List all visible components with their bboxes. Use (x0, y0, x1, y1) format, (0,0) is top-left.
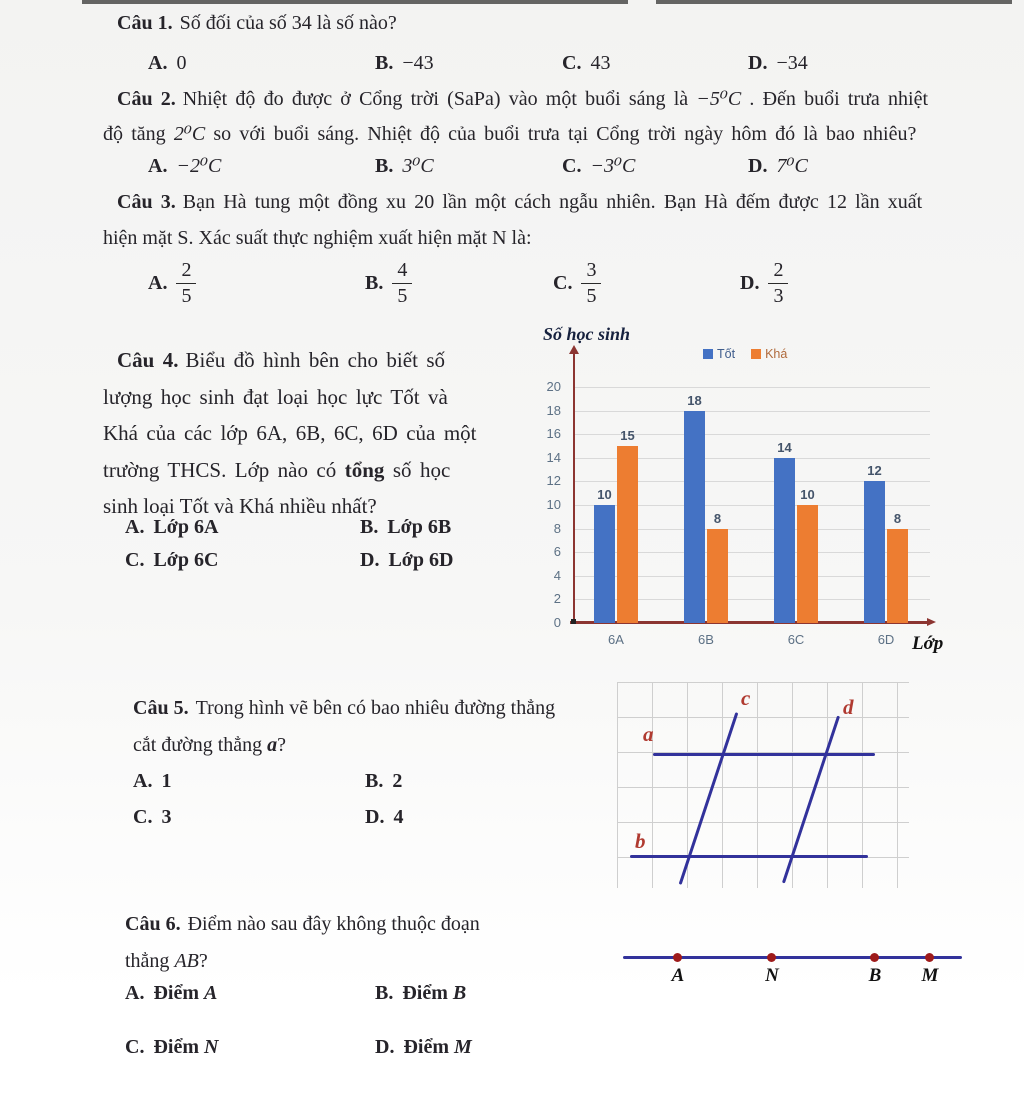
option-label: C. (562, 52, 582, 74)
option-text: Điểm (153, 982, 199, 1004)
chart-plot (575, 387, 930, 647)
option-text: −3⁰C (590, 155, 636, 177)
option-text: 0 (176, 52, 187, 74)
line-d-label: d (843, 695, 854, 719)
question-2-body: so với buổi sáng. Nhiệt độ của buổi trưa tại Cổng trời ngày hôm đó là bao nhiêu? (205, 123, 917, 145)
fraction-numerator: 3 (581, 259, 601, 284)
option-text: 3 (161, 806, 172, 828)
q6-option-b (375, 982, 466, 1005)
legend-label: Khá (765, 347, 788, 361)
question-3-body: hiện mặt S. Xác suất thực nghiệm xuất hiện mặt N là: (103, 227, 532, 249)
line-b-label: b (635, 829, 646, 853)
option-label: B. (365, 770, 384, 792)
point-name: B (452, 982, 467, 1004)
q1-option-b (375, 52, 434, 75)
question-6-line1 (125, 913, 480, 936)
question-2-line1 (117, 86, 928, 111)
option-text: −2⁰C (176, 155, 222, 177)
line-a-label: a (643, 722, 654, 746)
question-4-body: Khá của các lớp 6A, 6B, 6C, 6D của một (103, 421, 477, 445)
q2-option-c (562, 153, 635, 178)
chart-xtick-label: 6B (698, 632, 714, 647)
legend-item-kha (751, 347, 787, 361)
fraction-denominator: 5 (397, 284, 408, 307)
q1-option-a (148, 52, 186, 75)
bar-6A-1 (617, 446, 638, 623)
chart-xtick-label: 6A (608, 632, 624, 647)
question-4-number: Câu 4. (117, 348, 179, 372)
option-label: B. (375, 52, 394, 74)
q5-option-d (365, 806, 403, 829)
q5-option-a (133, 770, 171, 793)
q6-option-c (125, 1036, 218, 1059)
fraction-numerator: 2 (768, 259, 788, 284)
option-label: A. (125, 982, 145, 1004)
option-text: 2 (392, 770, 403, 792)
q6-line-figure (615, 935, 995, 997)
top-crop-artifact (656, 0, 1012, 4)
point-dot-a (673, 953, 682, 962)
question-3-line1 (117, 191, 922, 214)
option-label: D. (748, 52, 768, 74)
fraction-denominator: 3 (773, 284, 784, 307)
option-label: A. (148, 52, 168, 74)
point-dot-m (925, 953, 934, 962)
question-4-line2 (103, 385, 448, 410)
q5-option-c (133, 806, 171, 829)
bar-6C-1 (797, 505, 818, 623)
option-label: B. (365, 271, 384, 294)
point-name: A (204, 982, 218, 1004)
question-5-body: Trong hình vẽ bên có bao nhiêu đường thẳng (195, 697, 556, 719)
fraction-numerator: 4 (392, 259, 412, 284)
line-c-label: c (741, 686, 751, 710)
question-4-line4 (103, 458, 450, 483)
question-5-body: ? (277, 734, 287, 756)
bar-6A-0 (594, 505, 615, 623)
question-6-line2 (125, 950, 208, 973)
bar-6D-0 (864, 481, 885, 623)
option-text: −43 (402, 52, 434, 74)
question-3-body: Bạn Hà tung một đồng xu 20 lần một cách ngẫu nhiên. Bạn Hà đếm được 12 lần xuất (182, 191, 923, 213)
option-text: Lớp 6C (153, 549, 219, 571)
question-2-body: . Đến buổi trưa nhiệt (741, 88, 929, 110)
question-4-body: số học (384, 458, 451, 482)
math-value: 2⁰C (173, 123, 206, 145)
chart-ytick-label: 8 (553, 520, 561, 536)
question-4-bold-word: tổng (344, 458, 385, 482)
fraction-denominator: 5 (586, 284, 597, 307)
q6-option-a (125, 982, 217, 1005)
question-4-body: Biểu đồ hình bên cho biết số (185, 348, 446, 372)
option-label: A. (148, 155, 168, 177)
q5-option-b (365, 770, 402, 793)
question-5-line2 (133, 734, 286, 757)
point-name: N (204, 1036, 219, 1058)
fraction (768, 259, 788, 308)
question-4-body: sinh loại Tốt và Khá nhiều nhất? (103, 494, 377, 518)
chart-title: Số học sinh (543, 324, 631, 344)
option-text: 1 (161, 770, 172, 792)
chart-y-axis-arrow-icon (569, 345, 579, 354)
bar-value-label: 14 (777, 439, 792, 455)
point-dot-b (870, 953, 879, 962)
question-4-line3 (103, 421, 477, 446)
option-label: B. (375, 155, 394, 177)
question-4-body: lượng học sinh đạt loại học lực Tốt và (103, 385, 448, 409)
bar-value-label: 10 (800, 487, 815, 502)
question-6-body: Điểm nào sau đây không thuộc đoạn (187, 913, 480, 935)
bar-value-label: 18 (687, 392, 702, 408)
question-4-line1 (117, 348, 445, 373)
option-label: B. (375, 982, 394, 1004)
option-text: Lớp 6A (153, 516, 219, 538)
chart-gridline (575, 411, 930, 412)
option-label: D. (748, 155, 768, 177)
option-text: 3⁰C (402, 155, 434, 177)
option-text: 4 (393, 806, 404, 828)
question-1-body: Số đối của số 34 là số nào? (179, 12, 397, 34)
option-label: C. (133, 806, 153, 828)
legend-swatch-kha (751, 349, 761, 359)
q3-option-d (740, 250, 788, 316)
question-6-number: Câu 6. (125, 913, 181, 935)
fraction-numerator: 2 (176, 259, 196, 284)
bar-6C-0 (774, 458, 795, 623)
q1-option-c (562, 52, 610, 75)
chart-ytick-label: 2 (553, 591, 561, 607)
question-1-number: Câu 1. (117, 12, 173, 34)
option-text: 7⁰C (776, 155, 808, 177)
option-label: D. (740, 271, 760, 294)
chart-ytick-label: 16 (546, 426, 561, 442)
chart-legend (703, 347, 787, 361)
bar-value-label: 12 (867, 463, 882, 479)
option-label: A. (125, 516, 145, 538)
question-1-text (117, 12, 397, 35)
legend-label: Tốt (717, 347, 736, 361)
chart-ytick-label: 18 (546, 402, 561, 418)
line-b (630, 855, 868, 858)
question-3-number: Câu 3. (117, 191, 176, 213)
question-5-body: cắt đường thẳng (133, 734, 268, 756)
math-variable: AB (174, 950, 199, 972)
fraction-denominator: 5 (181, 284, 192, 307)
bar-value-label: 10 (597, 487, 612, 502)
option-text: Điểm (153, 1036, 199, 1058)
chart-x-axis-title: Lớp (912, 633, 944, 654)
q6-option-d (375, 1036, 472, 1059)
bar-6B-1 (707, 529, 728, 623)
question-5-line1 (133, 697, 555, 720)
q3-option-c (553, 250, 601, 316)
q3-option-b (365, 250, 412, 316)
point-label-a: A (671, 965, 685, 986)
option-text: Điểm (403, 1036, 449, 1058)
question-4-body: trường THCS. Lớp nào có (103, 458, 345, 482)
option-text: 43 (590, 52, 611, 74)
q1-option-d (748, 52, 808, 75)
question-3-line2 (103, 227, 532, 250)
option-label: D. (375, 1036, 395, 1058)
line-d (782, 715, 840, 883)
question-5-number: Câu 5. (133, 697, 189, 719)
q2-option-a (148, 153, 221, 178)
option-label: D. (365, 806, 385, 828)
option-label: A. (133, 770, 153, 792)
option-label: C. (562, 155, 582, 177)
option-text: Lớp 6D (388, 549, 454, 571)
option-text: −34 (776, 52, 808, 74)
option-text: Điểm (402, 982, 448, 1004)
question-2-number: Câu 2. (117, 88, 176, 110)
fraction (392, 259, 412, 308)
chart-gridline (575, 387, 930, 388)
bar-value-label: 8 (713, 510, 722, 526)
line-c (679, 712, 739, 885)
q2-option-b (375, 153, 434, 178)
option-label: C. (125, 549, 145, 571)
q4-option-d (360, 549, 453, 572)
question-6-body: thẳng (125, 950, 175, 972)
legend-swatch-tot (703, 349, 713, 359)
option-label: A. (148, 271, 168, 294)
legend-item-tot (703, 347, 735, 361)
fraction (581, 259, 601, 308)
question-2-body: độ tăng (103, 123, 174, 145)
bar-value-label: 8 (893, 510, 902, 526)
bar-value-label: 15 (620, 428, 635, 443)
point-label-m: M (921, 965, 939, 986)
q4-option-c (125, 549, 218, 572)
option-label: D. (360, 549, 380, 571)
chart-yticks (521, 379, 561, 630)
chart-ytick-label: 10 (546, 497, 561, 512)
bar-6D-1 (887, 529, 908, 623)
top-crop-artifact (82, 0, 628, 4)
q3-option-a (148, 250, 196, 316)
option-label: C. (553, 271, 573, 294)
chart-ytick-label: 14 (546, 449, 561, 465)
chart-ytick-label: 0 (553, 615, 561, 630)
option-label: B. (360, 516, 379, 538)
q2-option-d (748, 153, 808, 178)
chart-xtick-label: 6D (877, 632, 895, 647)
option-label: C. (125, 1036, 145, 1058)
point-label-n: N (765, 965, 779, 986)
chart-xtick-label: 6C (787, 632, 805, 647)
chart-ytick-label: 4 (553, 567, 561, 583)
question-2-body: Nhiệt độ đo được ở Cổng trời (SaPa) vào một buổi sáng là (182, 88, 697, 110)
q5-geometry-figure (617, 682, 909, 888)
math-variable: a (267, 734, 278, 756)
fraction (176, 259, 196, 308)
chart-ytick-label: 12 (546, 473, 561, 489)
chart-ytick-label: 6 (553, 544, 561, 560)
point-label-b: B (868, 965, 882, 986)
q4-option-b (360, 516, 451, 539)
option-text: Lớp 6B (387, 516, 452, 538)
question-6-body: ? (198, 950, 208, 972)
point-dot-n (767, 953, 776, 962)
line-a (653, 753, 875, 756)
point-name: M (454, 1036, 472, 1058)
math-value: −5⁰C (696, 88, 742, 110)
chart-ytick-label: 20 (546, 379, 561, 394)
question-2-line2 (103, 121, 916, 146)
q4-option-a (125, 516, 218, 539)
